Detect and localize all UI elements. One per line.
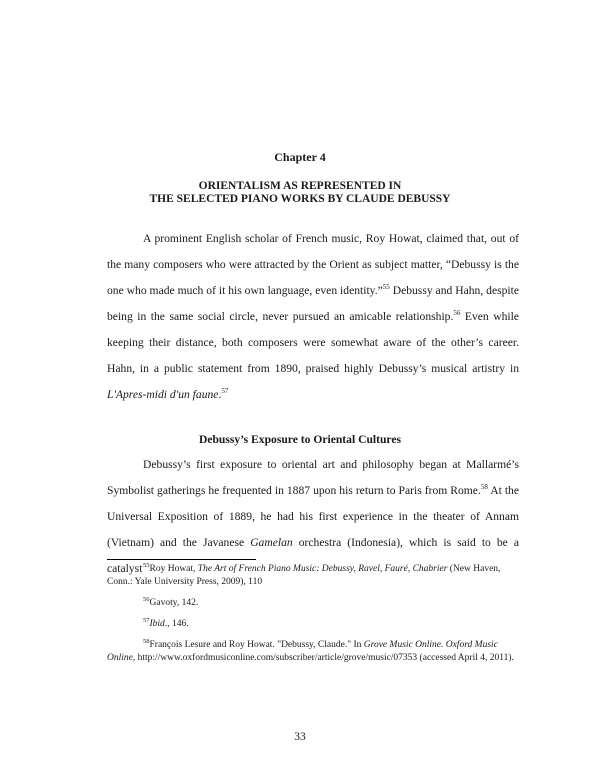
footnote-56 xyxy=(107,597,519,610)
footnote-number: 56 xyxy=(143,595,150,603)
paragraph-text: Debussy and Hahn, despite being in the same social circle, never pursued an amicable relationship. xyxy=(107,284,519,323)
footnote-55 xyxy=(107,563,519,589)
footnote-text: (New Haven, Conn.: Yale University Press, 2009), 110 xyxy=(107,564,501,587)
footnote-divider xyxy=(107,559,256,560)
footnote-text: , http://www.oxfordmusiconline.com/subscriber/article/grove/music/07353 (accessed April 4, 2011). xyxy=(132,653,514,663)
paragraph-text: orchestra (Indonesia), which is said to be a catalyst xyxy=(107,536,519,575)
footnote-text: Gavoty, 142. xyxy=(149,598,199,608)
footnotes-section xyxy=(107,563,519,673)
footnote-number: 57 xyxy=(143,616,150,624)
gamelan-italic: Gamelan xyxy=(250,536,293,549)
footnote-ref-57[interactable]: 57 xyxy=(221,387,229,396)
footnote-number: 55 xyxy=(143,561,150,569)
page-number: 33 xyxy=(294,731,306,743)
paragraph-text: At the Universal Exposition of 1889, he had his first experience in the theater of Annam (Vietnam) and the Javanese xyxy=(107,484,519,549)
footnote-italic: Ibid xyxy=(149,619,165,629)
section-subheading: Debussy’s Exposure to Oriental Cultures xyxy=(198,433,402,446)
footnote-italic: Grove Music Online. Oxford Music Online xyxy=(107,640,498,663)
footnote-ref-58[interactable]: 58 xyxy=(480,483,488,492)
chapter-title xyxy=(0,180,600,206)
paragraph-text: . xyxy=(218,388,222,401)
chapter-title-line-1: ORIENTALISM AS REPRESENTED IN xyxy=(198,180,402,192)
footnote-text: Roy Howat, xyxy=(149,564,198,574)
work-title-italic: L'Apres-midi d'un faune xyxy=(107,388,219,401)
footnote-58 xyxy=(107,639,519,665)
footnote-number: 58 xyxy=(143,637,150,645)
chapter-title-line-2: THE SELECTED PIANO WORKS BY CLAUDE DEBUSSY xyxy=(149,193,451,205)
body-paragraph-1 xyxy=(107,226,519,408)
paragraph-text: Debussy’s first exposure to oriental art and philosophy began at Mallarmé’s Symbolist gatherings he frequented in 1887 upon his return to Paris from Rome. xyxy=(107,458,519,497)
footnote-57 xyxy=(107,618,519,631)
footnote-text: François Lesure and Roy Howat. "Debussy, Claude." In xyxy=(149,640,364,650)
footnote-italic: The Art of French Piano Music: Debussy, Ravel, Fauré, Chabrier xyxy=(197,564,448,574)
chapter-heading: Chapter 4 xyxy=(274,150,326,164)
paragraph-text: Even while keeping their distance, both composers were somewhat aware of the other’s career. Hahn, in a public statement from 1890, praised highly Debussy’s musical artistry in xyxy=(107,310,519,375)
footnote-text: ., 146. xyxy=(164,619,189,629)
paragraph-text: A prominent English scholar of French music, Roy Howat, claimed that, out of the many composers who were attracted by the Orient as subject matter, “Debussy is the one who made much of it his own language, even identity.” xyxy=(107,232,519,297)
footnote-ref-56[interactable]: 56 xyxy=(453,309,461,318)
footnote-ref-55[interactable]: 55 xyxy=(382,283,390,292)
